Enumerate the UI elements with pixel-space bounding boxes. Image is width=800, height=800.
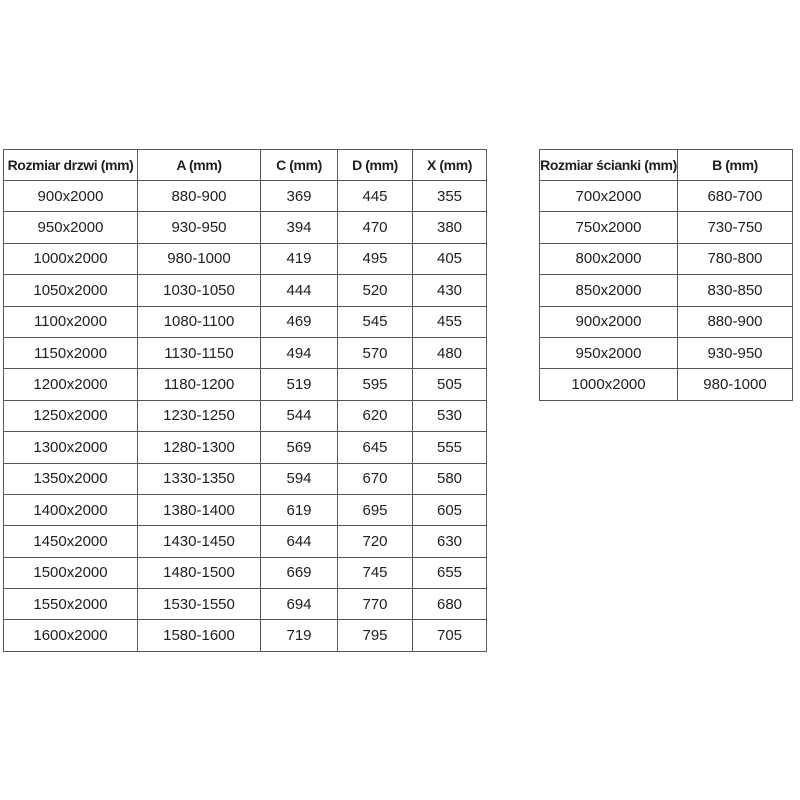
table-row [4,432,487,463]
table-cell: 1280-1300 [138,432,261,463]
table-cell: 1500x2000 [4,557,138,588]
table-row [4,337,487,368]
table-cell: 780-800 [678,243,793,274]
table-cell: 470 [338,212,413,243]
table-row [540,181,793,212]
table-cell: 594 [261,463,338,494]
table-cell: 570 [338,337,413,368]
table-row [4,400,487,431]
door-table-header-c: C (mm) [261,150,338,181]
table-cell: 405 [413,243,487,274]
table-cell: 1230-1250 [138,400,261,431]
door-table-header-x: X (mm) [413,150,487,181]
table-row [4,181,487,212]
table-cell: 695 [338,494,413,525]
table-cell: 455 [413,306,487,337]
table-cell: 900x2000 [540,306,678,337]
table-cell: 1350x2000 [4,463,138,494]
table-row [540,275,793,306]
table-cell: 930-950 [138,212,261,243]
table-cell: 595 [338,369,413,400]
table-row [4,620,487,651]
table-cell: 544 [261,400,338,431]
table-cell: 1000x2000 [4,243,138,274]
table-cell: 950x2000 [540,337,678,368]
table-row [4,369,487,400]
table-cell: 1580-1600 [138,620,261,651]
table-row [540,306,793,337]
table-cell: 569 [261,432,338,463]
table-cell: 719 [261,620,338,651]
table-cell: 1300x2000 [4,432,138,463]
table-cell: 469 [261,306,338,337]
table-cell: 520 [338,275,413,306]
table-cell: 680 [413,589,487,620]
table-cell: 880-900 [138,181,261,212]
wall-table-header-b: B (mm) [678,150,793,181]
table-cell: 444 [261,275,338,306]
table-cell: 1480-1500 [138,557,261,588]
table-row [540,243,793,274]
table-cell: 430 [413,275,487,306]
table-cell: 620 [338,400,413,431]
table-cell: 545 [338,306,413,337]
table-cell: 1080-1100 [138,306,261,337]
table-cell: 495 [338,243,413,274]
table-cell: 1380-1400 [138,494,261,525]
table-row [4,243,487,274]
table-cell: 1600x2000 [4,620,138,651]
table-cell: 355 [413,181,487,212]
table-cell: 1550x2000 [4,589,138,620]
table-cell: 745 [338,557,413,588]
table-cell: 519 [261,369,338,400]
table-cell: 630 [413,526,487,557]
table-row [540,212,793,243]
wall-sizes-table [539,149,793,401]
table-cell: 980-1000 [138,243,261,274]
table-cell: 505 [413,369,487,400]
table-cell: 1100x2000 [4,306,138,337]
table-cell: 880-900 [678,306,793,337]
table-cell: 669 [261,557,338,588]
table-cell: 900x2000 [4,181,138,212]
table-cell: 1180-1200 [138,369,261,400]
table-cell: 850x2000 [540,275,678,306]
table-cell: 494 [261,337,338,368]
table-cell: 950x2000 [4,212,138,243]
table-row [4,275,487,306]
table-cell: 480 [413,337,487,368]
table-cell: 1450x2000 [4,526,138,557]
table-cell: 1400x2000 [4,494,138,525]
table-row [4,212,487,243]
table-cell: 580 [413,463,487,494]
table-cell: 1530-1550 [138,589,261,620]
wall-table-header-size: Rozmiar ścianki (mm) [540,150,678,181]
door-sizes-table [3,149,487,652]
door-table-header-size: Rozmiar drzwi (mm) [4,150,138,181]
table-cell: 670 [338,463,413,494]
table-row [4,306,487,337]
door-table-header-d: D (mm) [338,150,413,181]
door-table-header-a: A (mm) [138,150,261,181]
table-cell: 1150x2000 [4,337,138,368]
table-cell: 644 [261,526,338,557]
table-cell: 705 [413,620,487,651]
table-cell: 605 [413,494,487,525]
table-row [540,337,793,368]
table-cell: 394 [261,212,338,243]
table-row [4,494,487,525]
table-cell: 1130-1150 [138,337,261,368]
table-cell: 980-1000 [678,369,793,400]
table-cell: 694 [261,589,338,620]
table-cell: 700x2000 [540,181,678,212]
table-cell: 419 [261,243,338,274]
table-cell: 800x2000 [540,243,678,274]
table-row [4,589,487,620]
table-cell: 1030-1050 [138,275,261,306]
table-row [4,463,487,494]
table-cell: 1330-1350 [138,463,261,494]
table-cell: 1000x2000 [540,369,678,400]
table-cell: 750x2000 [540,212,678,243]
table-cell: 795 [338,620,413,651]
table-cell: 830-850 [678,275,793,306]
table-cell: 619 [261,494,338,525]
table-cell: 530 [413,400,487,431]
table-cell: 655 [413,557,487,588]
table-row [4,526,487,557]
table-cell: 770 [338,589,413,620]
wall-table-header-row [540,150,793,181]
table-cell: 680-700 [678,181,793,212]
table-cell: 445 [338,181,413,212]
table-cell: 645 [338,432,413,463]
table-cell: 1200x2000 [4,369,138,400]
table-cell: 1050x2000 [4,275,138,306]
table-cell: 380 [413,212,487,243]
table-cell: 369 [261,181,338,212]
table-row [4,557,487,588]
table-cell: 1250x2000 [4,400,138,431]
table-cell: 720 [338,526,413,557]
table-cell: 730-750 [678,212,793,243]
table-cell: 555 [413,432,487,463]
door-table-header-row [4,150,487,181]
table-row [540,369,793,400]
table-cell: 1430-1450 [138,526,261,557]
table-cell: 930-950 [678,337,793,368]
